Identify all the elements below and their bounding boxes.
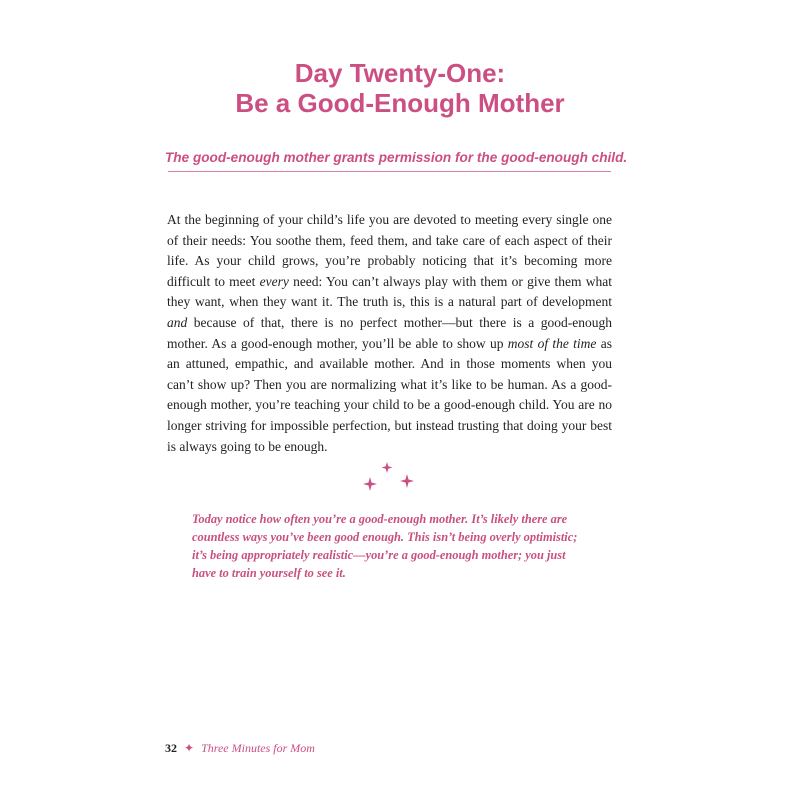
body-text-3: because of that, there is no perfect mother—but there is a good-enough mother. As a good-enough mother, you’ll be able to show up xyxy=(167,314,612,351)
body-paragraph xyxy=(167,210,612,457)
title-line-1: Day Twenty-One: xyxy=(294,58,506,88)
body-emphasis-2: and xyxy=(167,314,188,330)
epigraph: The good-enough mother grants permission for the good-enough child. xyxy=(165,150,628,165)
sparkle-left xyxy=(363,477,377,491)
page-number: 32 xyxy=(165,741,177,755)
book-title: Three Minutes for Mom xyxy=(201,741,315,755)
epigraph-divider xyxy=(168,171,611,172)
sparkle-right xyxy=(400,474,414,488)
sparkles-icon xyxy=(360,462,420,498)
page-footer xyxy=(165,741,315,756)
body-emphasis-3: most of the time xyxy=(507,335,597,351)
footer-star-icon: ✦ xyxy=(184,741,195,755)
title-line-2: Be a Good-Enough Mother xyxy=(235,88,565,118)
body-text-1: At the beginning of your child’s life you are devoted to meeting every single one of their needs: You soothe them, feed them, and take care of each aspect of their life. As your child grows, you’re probably noticing that it’s becoming more difficult to meet xyxy=(167,212,612,289)
sparkle-small xyxy=(382,462,393,473)
page-title xyxy=(0,58,800,118)
body-text-2: need: You can’t always play with them or give them what they want, when they want it. The truth is, this is a natural part of development xyxy=(167,273,612,310)
body-text-4: as an attuned, empathic, and available mother. And in those moments when you can’t show up? Then you are normalizing what it’s like to be human. As a good-enough mother, you’re teaching your child to be a good-enough child. You are no longer striving for impossible perfection, but instead trusting that doing your best is always going to be enough. xyxy=(167,335,612,454)
body-emphasis-1: every xyxy=(259,273,289,289)
daily-prompt: Today notice how often you’re a good-enough mother. It’s likely there are countless ways you’ve been good enough. This isn’t being overly optimistic; it’s being appropriately realistic—you’re a good-enough mother; you just have to train yourself to see it. xyxy=(192,512,578,580)
